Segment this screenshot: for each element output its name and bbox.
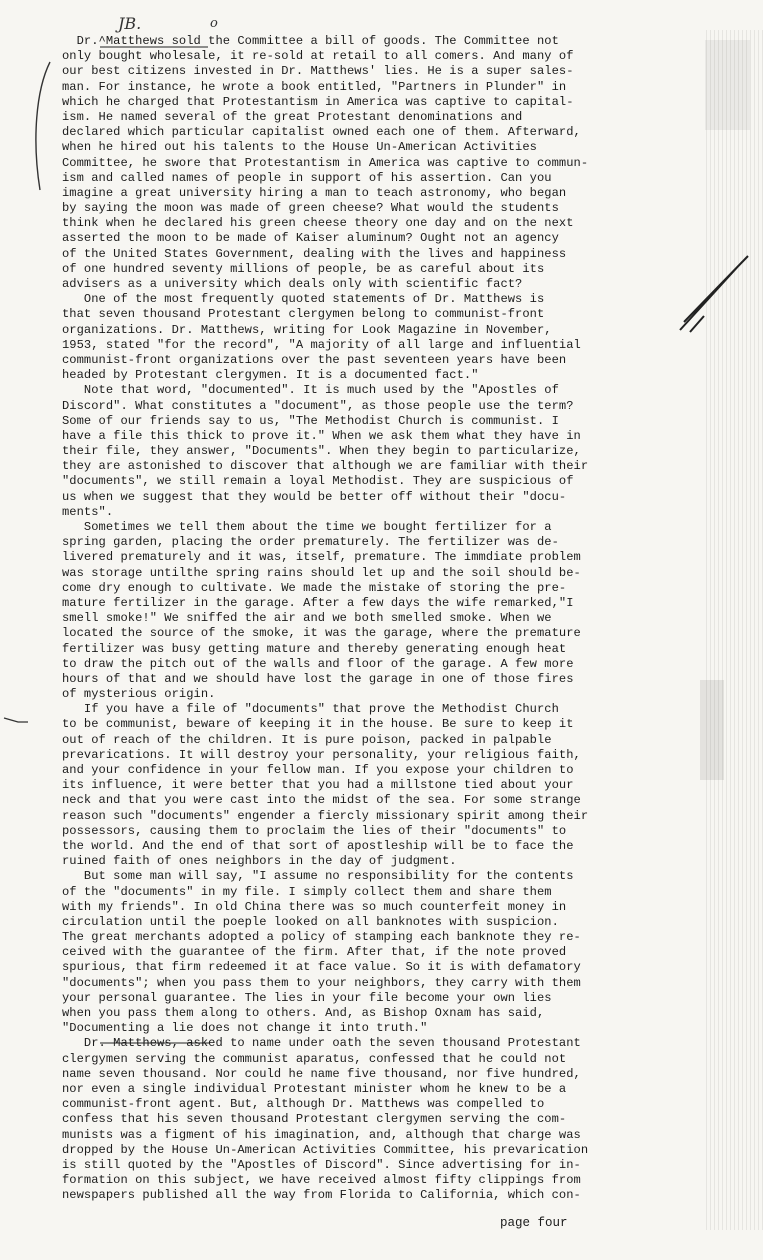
body-line: think when he declared his green cheese theory one day and on the next [62, 216, 574, 231]
body-line: to be communist, beware of keeping it in the house. Be sure to keep it [62, 717, 574, 732]
body-line: Committee, he swore that Protestantism in America was captive to commun- [62, 155, 589, 170]
body-line: dropped by the House Un-American Activities Committee, his prevarication [62, 1142, 589, 1157]
body-line: with my friends". In old China there was so much counterfeit money in [62, 899, 567, 914]
body-line: smell smoke!" We sniffed the air and we both smelled smoke. When we [62, 611, 552, 626]
margin-dash-mark [4, 718, 28, 722]
body-line: our best citizens invested in Dr. Matthews' lies. He is a super sales- [62, 64, 574, 79]
body-line: us when we suggest that they would be better off without their "docu- [62, 489, 567, 504]
body-line: is still quoted by the "Apostles of Discord". Since advertising for in- [62, 1157, 581, 1172]
body-line: and your confidence in your fellow man. If you expose your children to [62, 763, 574, 777]
body-line: your personal guarantee. The lies in your file become your own lies [62, 990, 552, 1005]
body-line: the world. And the end of that sort of apostleship will be to face the [62, 838, 574, 853]
page-number: page four [500, 1216, 568, 1230]
body-line: mature fertilizer in the garage. After a few days the wife remarked,"I [62, 595, 574, 610]
body-line: have a file this thick to prove it." When we ask them what they have in [62, 428, 581, 443]
body-line: Some of our friends say to us, "The Methodist Church is communist. I [62, 413, 559, 428]
body-line: Dr. Matthews, asked to name under oath the seven thousand Protestant [62, 1036, 581, 1051]
body-line: fertilizer was busy getting mature and thereby generating enough heat [62, 641, 567, 656]
typewritten-body [62, 34, 710, 1203]
body-line: neck and that you were cast into the midst of the sea. For some strange [62, 793, 581, 808]
body-line: reason such "documents" engender a fiercly missionary spirit among their [62, 808, 589, 823]
body-line: 1953, stated "for the record", "A majority of all large and influential [62, 337, 581, 352]
body-line: "documents"; when you pass them to your neighbors, they carry with them [62, 975, 581, 990]
body-line: Note that word, "documented". It is much used by the "Apostles of [62, 383, 559, 398]
body-line: confess that his seven thousand Protestant clergymen serving the com- [62, 1112, 567, 1127]
body-line: communist-front organizations over the past seventeen years have been [62, 352, 567, 367]
body-line: of the United States Government, dealing with the lives and happiness [62, 246, 567, 261]
body-line: man. For instance, he wrote a book entitled, "Partners in Plunder" in [62, 79, 567, 94]
body-line: name seven thousand. Nor could he name five thousand, nor five hundred, [62, 1066, 581, 1081]
body-line: prevarications. It will destroy your personality, your religious faith, [62, 747, 581, 762]
handwritten-initials: JB. [118, 14, 142, 33]
body-line: organizations. Dr. Matthews, writing for Look Magazine in November, [62, 322, 552, 337]
body-line: ism. He named several of the great Protestant denominations and [62, 109, 523, 124]
body-line: Discord". What constitutes a "document", as those people use the term? [62, 398, 574, 413]
body-line: formation on this subject, we have received almost fifty clippings from [62, 1173, 581, 1188]
body-line: when you pass them along to others. And, as Bishop Oxnam has said, [62, 1006, 545, 1020]
body-line: asserted the moon to be made of Kaiser aluminum? Ought not an agency [62, 231, 559, 246]
handwritten-mark: o [210, 16, 218, 31]
body-line: located the source of the smoke, it was the garage, where the premature [62, 626, 581, 641]
body-line: hours of that and we should have lost the garage in one of those fires [62, 671, 574, 686]
body-line: livered prematurely and it was, itself, premature. The immdiate problem [62, 550, 581, 565]
body-line: One of the most frequently quoted statements of Dr. Matthews is [62, 292, 545, 307]
body-line: of one hundred seventy millions of people, be as careful about its [62, 261, 545, 276]
body-line: which he charged that Protestantism in America was captive to capital- [62, 94, 574, 109]
body-line: to draw the pitch out of the walls and floor of the garage. A few more [62, 656, 574, 671]
body-line: "documents", we still remain a loyal Methodist. They are suspicious of [62, 474, 574, 489]
body-line: nor even a single individual Protestant minister whom he knew to be a [62, 1081, 567, 1096]
body-line: was storage untilthe spring rains should let up and the soil should be- [62, 565, 581, 580]
body-line: ruined faith of ones neighbors in the day of judgment. [62, 854, 457, 869]
body-line: of the "documents" in my file. I simply collect them and share them [62, 884, 552, 899]
body-line: advisers as a university which deals only with scientific fact? [62, 277, 523, 291]
body-line: when he hired out his talents to the House Un-American Activities [62, 140, 537, 155]
body-line: But some man will say, "I assume no responsibility for the contents [62, 869, 574, 884]
body-line: its influence, it were better that you had a millstone tied about your [62, 778, 574, 793]
body-line: possessors, causing them to proclaim the lies of their "documents" to [62, 823, 567, 838]
body-line: munists was a figment of his imagination, and, although that charge was [62, 1127, 581, 1142]
margin-bracket-mark [36, 62, 50, 190]
body-line: circulation until the poeple looked on all banknotes with suspicion. [62, 914, 559, 929]
body-line: ism and called names of people in support of his assertion. Can you [62, 170, 552, 185]
body-line: declared which particular capitalist owned each one of them. Afterward, [62, 125, 581, 140]
body-line: they are astonished to discover that although we are familiar with their [62, 459, 589, 474]
body-line: ments". [62, 504, 114, 519]
body-line: of mysterious origin. [62, 687, 216, 702]
body-line: spurious, that firm redeemed it at face value. So it is with defamatory [62, 960, 581, 975]
body-line: come dry enough to cultivate. We made the mistake of storing the pre- [62, 580, 567, 595]
body-line: spring garden, placing the order prematurely. The fertilizer was de- [62, 535, 559, 550]
body-line: by saying the moon was made of green cheese? What would the students [62, 201, 559, 216]
body-line: imagine a great university hiring a man to teach astronomy, who began [62, 185, 567, 200]
body-line: ceived with the guarantee of the firm. After that, if the note proved [62, 945, 567, 960]
body-line: Dr.^Matthews sold the Committee a bill of goods. The Committee not [62, 34, 559, 48]
body-line: out of reach of the children. It is pure poison, packed in palpable [62, 732, 552, 747]
body-line: headed by Protestant clergymen. It is a documented fact." [62, 368, 479, 383]
body-line: that seven thousand Protestant clergymen belong to communist-front [62, 307, 545, 322]
body-line: newspapers published all the way from Florida to California, which con- [62, 1188, 581, 1203]
body-line: If you have a file of "documents" that prove the Methodist Church [62, 702, 559, 717]
body-line: their file, they answer, "Documents". When they begin to particularize, [62, 444, 581, 459]
body-line: communist-front agent. But, although Dr. Matthews was compelled to [62, 1097, 545, 1112]
body-line: The great merchants adopted a policy of stamping each banknote they re- [62, 930, 581, 945]
body-line: Sometimes we tell them about the time we bought fertilizer for a [62, 520, 552, 534]
body-line: "Documenting a lie does not change it into truth." [62, 1021, 428, 1036]
body-line: clergymen serving the communist aparatus, confessed that he could not [62, 1051, 567, 1066]
body-line: only bought wholesale, it re-sold at retail to all comers. And many of [62, 49, 574, 64]
